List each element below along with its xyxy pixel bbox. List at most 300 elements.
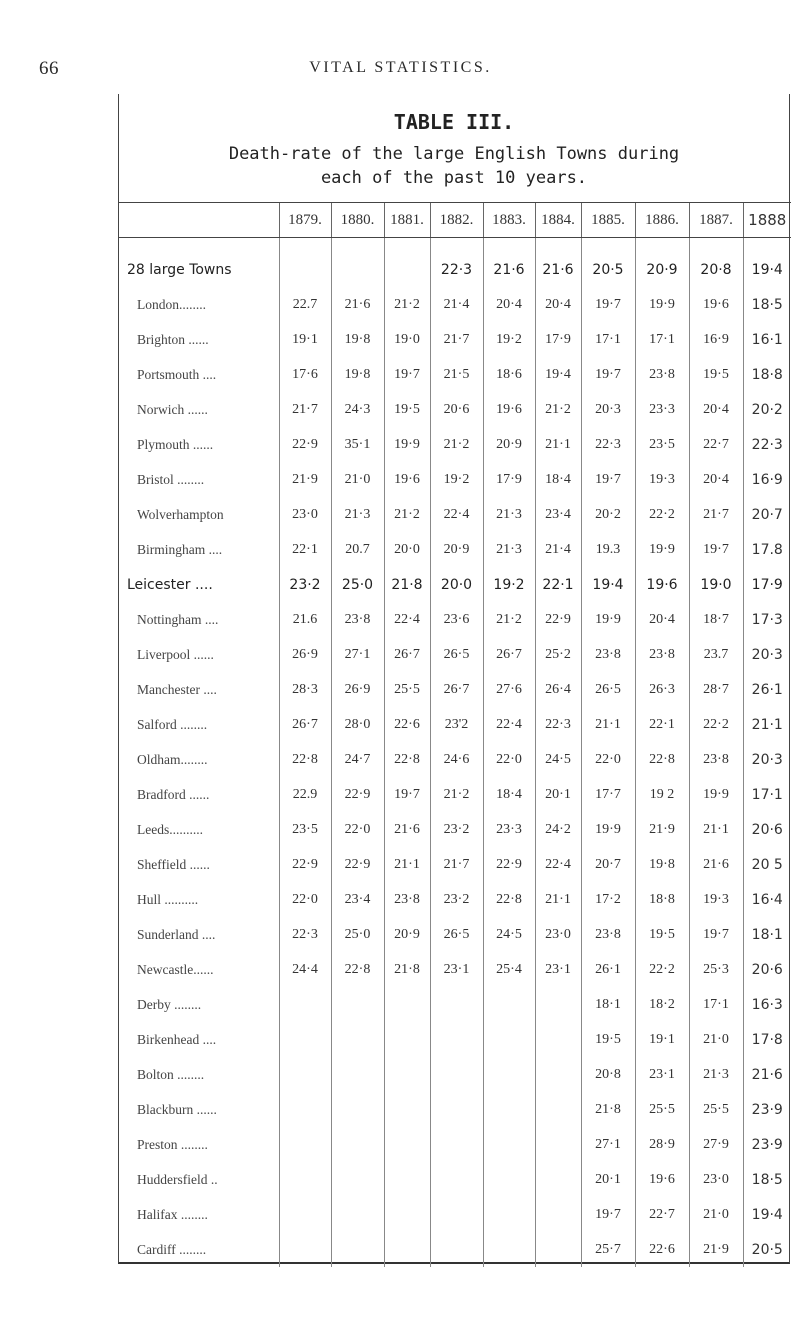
rate-cell: 22·3	[581, 427, 635, 462]
rate-cell: 18·1	[581, 987, 635, 1022]
rate-cell: 20·9	[483, 427, 535, 462]
rate-cell: 25·5	[384, 672, 430, 707]
rate-cell: 23·2	[430, 882, 483, 917]
rate-cell: 19·7	[581, 287, 635, 322]
rate-cell: 17·1	[635, 322, 689, 357]
rate-cell: 19·4	[535, 357, 581, 392]
rate-cell: 19·6	[384, 462, 430, 497]
town-name: Nottingham ....	[137, 611, 219, 627]
town-name: Leicester ....	[127, 576, 213, 593]
table-row	[119, 777, 791, 812]
rate-cell: 19·7	[581, 462, 635, 497]
rate-cell: 26·7	[279, 707, 331, 742]
year-header: 1879.	[279, 203, 331, 238]
table-row	[119, 1127, 791, 1162]
rate-cell: 18·5	[743, 287, 791, 322]
rate-cell: 21·2	[430, 777, 483, 812]
rate-cell	[430, 1092, 483, 1127]
rate-cell: 17·8	[743, 1022, 791, 1057]
rate-cell: 18·8	[635, 882, 689, 917]
rate-cell: 22·3	[535, 707, 581, 742]
rate-cell: 19·2	[430, 462, 483, 497]
rate-cell	[430, 1057, 483, 1092]
rate-cell: 21·0	[689, 1197, 743, 1232]
rate-cell: 19·1	[635, 1022, 689, 1057]
rate-cell	[535, 1197, 581, 1232]
rate-cell: 27·1	[581, 1127, 635, 1162]
rate-cell	[483, 1057, 535, 1092]
rate-cell	[331, 238, 384, 288]
rate-cell: 19·0	[384, 322, 430, 357]
rate-cell: 21·7	[430, 322, 483, 357]
table-row	[119, 602, 791, 637]
rate-cell: 19·0	[689, 567, 743, 602]
rate-cell	[279, 987, 331, 1022]
rate-cell: 22·0	[581, 742, 635, 777]
town-name: Bradford ......	[137, 786, 210, 802]
rate-cell	[535, 1162, 581, 1197]
rate-cell: 19·8	[331, 322, 384, 357]
town-name: Liverpool ......	[137, 646, 214, 662]
table-row	[119, 392, 791, 427]
rate-cell: 21·1	[535, 427, 581, 462]
rate-cell: 21·6	[689, 847, 743, 882]
rate-cell	[483, 1197, 535, 1232]
rate-cell: 20·4	[635, 602, 689, 637]
rate-cell: 21·3	[483, 497, 535, 532]
rate-cell: 23·8	[635, 637, 689, 672]
rate-cell: 22·1	[535, 567, 581, 602]
death-rate-table	[119, 202, 791, 1267]
town-name: Plymouth ......	[137, 436, 214, 452]
year-header-row	[119, 203, 791, 238]
rate-cell: 20·0	[430, 567, 483, 602]
rate-cell: 22·2	[689, 707, 743, 742]
rate-cell: 20·7	[581, 847, 635, 882]
rate-cell: 22·3	[430, 238, 483, 288]
running-title: VITAL STATISTICS.	[309, 59, 492, 76]
rate-cell: 24·6	[430, 742, 483, 777]
rate-cell	[430, 1127, 483, 1162]
year-header: 1888	[743, 203, 791, 238]
rate-cell: 26·9	[331, 672, 384, 707]
rate-cell: 20·0	[384, 532, 430, 567]
rate-cell: 21·1	[689, 812, 743, 847]
rate-cell	[331, 1057, 384, 1092]
rate-cell: 20·4	[535, 287, 581, 322]
rate-cell	[535, 1092, 581, 1127]
rate-cell: 17·2	[581, 882, 635, 917]
rate-cell: 23·3	[483, 812, 535, 847]
rate-cell	[483, 1022, 535, 1057]
rate-cell	[430, 987, 483, 1022]
rate-cell: 20·7	[743, 497, 791, 532]
table-row	[119, 672, 791, 707]
town-name: 28 large Towns	[127, 261, 232, 278]
rate-cell	[331, 1092, 384, 1127]
rate-cell: 19·7	[581, 357, 635, 392]
rate-cell: 24·5	[535, 742, 581, 777]
rate-cell: 20·9	[384, 917, 430, 952]
rate-cell: 20·3	[743, 637, 791, 672]
rate-cell	[384, 1162, 430, 1197]
rate-cell: 23·5	[279, 812, 331, 847]
rate-cell	[483, 1162, 535, 1197]
rate-cell: 19·5	[384, 392, 430, 427]
rate-cell: 16·9	[743, 462, 791, 497]
rate-cell: 23.7	[689, 637, 743, 672]
rate-cell: 27·6	[483, 672, 535, 707]
rate-cell: 20·9	[430, 532, 483, 567]
rate-cell	[384, 987, 430, 1022]
table-row	[119, 952, 791, 987]
rate-cell: 26·5	[430, 917, 483, 952]
rate-cell: 20·3	[581, 392, 635, 427]
rate-cell	[535, 1127, 581, 1162]
rate-cell: 28·0	[331, 707, 384, 742]
year-header: 1884.	[535, 203, 581, 238]
rate-cell	[279, 1127, 331, 1162]
rate-cell: 26·9	[279, 637, 331, 672]
rate-cell: 17·7	[581, 777, 635, 812]
rate-cell	[430, 1197, 483, 1232]
rate-cell: 24·4	[279, 952, 331, 987]
rate-cell: 20·4	[483, 287, 535, 322]
year-header: 1880.	[331, 203, 384, 238]
table-row	[119, 287, 791, 322]
rate-cell: 28·9	[635, 1127, 689, 1162]
town-name: Preston ........	[137, 1136, 208, 1152]
rate-cell: 16·4	[743, 882, 791, 917]
rate-cell	[384, 1127, 430, 1162]
rate-cell: 19·6	[689, 287, 743, 322]
rate-cell: 20·4	[689, 392, 743, 427]
rate-cell: 19.3	[581, 532, 635, 567]
rate-cell: 20·4	[689, 462, 743, 497]
rate-cell: 22.7	[279, 287, 331, 322]
town-name: Derby ........	[137, 996, 202, 1012]
rate-cell	[483, 987, 535, 1022]
town-name: Oldham........	[137, 751, 208, 767]
rate-cell: 20·5	[581, 238, 635, 288]
rate-cell	[384, 1057, 430, 1092]
rate-cell: 26·7	[384, 637, 430, 672]
rate-cell: 23·4	[535, 497, 581, 532]
rate-cell: 21·0	[331, 462, 384, 497]
rate-cell: 22.9	[279, 777, 331, 812]
town-name: London........	[137, 296, 206, 312]
rate-cell	[483, 1127, 535, 1162]
rate-cell: 17·1	[689, 987, 743, 1022]
rate-cell: 19·6	[635, 1162, 689, 1197]
table-row	[119, 462, 791, 497]
rate-cell: 20·3	[743, 742, 791, 777]
table-row	[119, 497, 791, 532]
rate-cell: 21·2	[535, 392, 581, 427]
table-row	[119, 532, 791, 567]
rate-cell: 22·6	[384, 707, 430, 742]
year-header: 1887.	[689, 203, 743, 238]
rate-cell: 26·5	[581, 672, 635, 707]
town-name: Sunderland ....	[137, 926, 216, 942]
rate-cell: 17·3	[743, 602, 791, 637]
page-number: 66	[39, 58, 59, 79]
rate-cell: 19·7	[384, 357, 430, 392]
rate-cell: 19·1	[279, 322, 331, 357]
rate-cell	[279, 1092, 331, 1127]
rate-cell: 19·4	[743, 1197, 791, 1232]
rate-cell	[483, 1232, 535, 1267]
table-row	[119, 1162, 791, 1197]
rate-cell: 18·4	[483, 777, 535, 812]
rate-cell: 26·7	[483, 637, 535, 672]
rate-cell: 21·9	[635, 812, 689, 847]
rate-cell: 16·1	[743, 322, 791, 357]
rate-cell: 22·7	[635, 1197, 689, 1232]
rate-cell: 35·1	[331, 427, 384, 462]
table-row	[119, 427, 791, 462]
rate-cell: 22·1	[635, 707, 689, 742]
town-name: Blackburn ......	[137, 1101, 217, 1117]
rate-cell: 21·7	[689, 497, 743, 532]
table-row	[119, 1022, 791, 1057]
rate-cell: 19·2	[483, 322, 535, 357]
rate-cell: 22·8	[635, 742, 689, 777]
rate-cell	[384, 1092, 430, 1127]
rate-cell: 16·9	[689, 322, 743, 357]
table-row	[119, 917, 791, 952]
rate-cell: 21·2	[483, 602, 535, 637]
rate-cell: 23·8	[635, 357, 689, 392]
rate-cell: 22·1	[279, 532, 331, 567]
rate-cell: 18·7	[689, 602, 743, 637]
table-row	[119, 637, 791, 672]
rate-cell: 25·0	[331, 567, 384, 602]
rate-cell: 23·3	[635, 392, 689, 427]
rate-cell: 21·8	[581, 1092, 635, 1127]
rate-cell: 25·4	[483, 952, 535, 987]
rate-cell: 26·5	[430, 637, 483, 672]
rate-cell	[430, 1232, 483, 1267]
rate-cell: 19·5	[581, 1022, 635, 1057]
rate-cell: 19·5	[635, 917, 689, 952]
rate-cell	[279, 1022, 331, 1057]
rate-cell: 25·0	[331, 917, 384, 952]
rate-cell: 20·2	[581, 497, 635, 532]
rate-cell: 23·2	[430, 812, 483, 847]
rate-cell	[535, 1057, 581, 1092]
rate-cell	[535, 1232, 581, 1267]
rate-cell	[331, 987, 384, 1022]
rate-cell: 18·8	[743, 357, 791, 392]
rate-cell	[384, 238, 430, 288]
town-name: Brighton ......	[137, 331, 209, 347]
year-header: 1886.	[635, 203, 689, 238]
rate-cell: 21·3	[689, 1057, 743, 1092]
rate-cell: 21·6	[331, 287, 384, 322]
rate-cell: 22·2	[635, 952, 689, 987]
rate-cell: 17·9	[743, 567, 791, 602]
rate-cell: 23·8	[384, 882, 430, 917]
rate-cell: 22·0	[331, 812, 384, 847]
rate-cell: 23·8	[331, 602, 384, 637]
table-row	[119, 1092, 791, 1127]
rate-cell	[430, 1162, 483, 1197]
rate-cell: 21·6	[535, 238, 581, 288]
rate-cell: 19·9	[635, 532, 689, 567]
rate-cell: 21·1	[535, 882, 581, 917]
rate-cell: 23·0	[279, 497, 331, 532]
rate-cell: 17·1	[581, 322, 635, 357]
rate-cell: 17.8	[743, 532, 791, 567]
rate-cell: 20·1	[581, 1162, 635, 1197]
table-row	[119, 567, 791, 602]
rate-cell: 25·5	[689, 1092, 743, 1127]
rate-cell: 23·8	[689, 742, 743, 777]
town-name: Cardiff ........	[137, 1241, 207, 1257]
year-header: 1885.	[581, 203, 635, 238]
town-name: Sheffield ......	[137, 856, 210, 872]
rate-cell: 21·1	[581, 707, 635, 742]
rate-cell: 23'2	[430, 707, 483, 742]
rate-cell: 19·9	[384, 427, 430, 462]
rate-cell: 19·7	[689, 532, 743, 567]
table-row	[119, 742, 791, 777]
town-name: Portsmouth ....	[137, 366, 217, 382]
rate-cell: 19·4	[581, 567, 635, 602]
rate-cell: 21·1	[743, 707, 791, 742]
rate-cell: 19 2	[635, 777, 689, 812]
rate-cell	[430, 1022, 483, 1057]
table-subtitle	[118, 142, 790, 190]
rate-cell: 23·5	[635, 427, 689, 462]
rate-cell: 26·3	[635, 672, 689, 707]
rate-cell: 19·5	[689, 357, 743, 392]
rate-cell: 20·6	[430, 392, 483, 427]
header-corner	[119, 203, 279, 238]
rate-cell: 23·1	[535, 952, 581, 987]
rate-cell: 21·1	[384, 847, 430, 882]
rate-cell	[331, 1232, 384, 1267]
rate-cell: 22·4	[483, 707, 535, 742]
rate-cell	[331, 1022, 384, 1057]
rate-cell: 21·3	[483, 532, 535, 567]
town-name: Birkenhead ....	[137, 1031, 217, 1047]
rate-cell: 23·2	[279, 567, 331, 602]
rate-cell: 19·9	[581, 812, 635, 847]
rate-cell: 22·9	[483, 847, 535, 882]
table-row	[119, 847, 791, 882]
table-row	[119, 1197, 791, 1232]
rate-cell: 21·2	[430, 427, 483, 462]
rate-cell: 24·5	[483, 917, 535, 952]
rate-cell: 25·7	[581, 1232, 635, 1267]
town-name: Birmingham ....	[137, 541, 223, 557]
rate-cell: 19·4	[743, 238, 791, 288]
rate-cell: 21·3	[331, 497, 384, 532]
rate-cell: 22·4	[430, 497, 483, 532]
rate-cell: 20.7	[331, 532, 384, 567]
table-row	[119, 882, 791, 917]
rate-cell: 24·2	[535, 812, 581, 847]
rate-cell: 22·9	[331, 777, 384, 812]
rate-cell: 22·7	[689, 427, 743, 462]
rate-cell: 21·6	[384, 812, 430, 847]
rate-cell	[535, 987, 581, 1022]
running-head	[0, 52, 801, 82]
rate-cell: 21·7	[279, 392, 331, 427]
rate-cell: 26·1	[581, 952, 635, 987]
town-name: Newcastle......	[137, 961, 214, 977]
rate-cell: 19·3	[689, 882, 743, 917]
rate-cell: 21·7	[430, 847, 483, 882]
rate-cell: 20·5	[743, 1232, 791, 1267]
rate-cell: 18·1	[743, 917, 791, 952]
rate-cell: 20·8	[689, 238, 743, 288]
rate-cell: 18·4	[535, 462, 581, 497]
rate-cell	[331, 1197, 384, 1232]
rate-cell: 21·6	[743, 1057, 791, 1092]
table-row	[119, 707, 791, 742]
rate-cell: 23·9	[743, 1092, 791, 1127]
rate-cell: 22·4	[384, 602, 430, 637]
table-row	[119, 1057, 791, 1092]
rate-cell: 23·4	[331, 882, 384, 917]
rate-cell: 24·7	[331, 742, 384, 777]
rate-cell: 21·5	[430, 357, 483, 392]
rate-cell: 20·8	[581, 1057, 635, 1092]
table-row	[119, 1232, 791, 1267]
rate-cell: 22·9	[535, 602, 581, 637]
rate-cell: 21·2	[384, 497, 430, 532]
rate-cell: 20·2	[743, 392, 791, 427]
rate-cell: 19·2	[483, 567, 535, 602]
rate-cell: 17·6	[279, 357, 331, 392]
rate-cell: 23·1	[430, 952, 483, 987]
rate-cell: 18·2	[635, 987, 689, 1022]
rate-cell	[279, 238, 331, 288]
rate-cell: 19·9	[635, 287, 689, 322]
rate-cell: 23·0	[535, 917, 581, 952]
rate-cell: 20 5	[743, 847, 791, 882]
table-title: TABLE III.	[393, 110, 515, 134]
town-name: Wolverhampton	[137, 506, 224, 522]
town-name: Manchester ....	[137, 681, 217, 697]
town-name: Halifax ........	[137, 1206, 208, 1222]
rate-cell: 22·9	[279, 847, 331, 882]
year-header: 1882.	[430, 203, 483, 238]
rate-cell: 20·1	[535, 777, 581, 812]
rate-cell: 28·3	[279, 672, 331, 707]
rate-cell: 25·3	[689, 952, 743, 987]
rate-cell: 22·8	[279, 742, 331, 777]
town-name: Bristol ........	[137, 471, 205, 487]
town-name: Norwich ......	[137, 401, 208, 417]
rate-cell: 28·7	[689, 672, 743, 707]
rate-cell: 22·0	[279, 882, 331, 917]
rate-cell	[279, 1162, 331, 1197]
town-name: Hull ..........	[137, 891, 199, 907]
rate-cell: 23·1	[635, 1057, 689, 1092]
rate-cell: 22·4	[535, 847, 581, 882]
rate-cell: 16·3	[743, 987, 791, 1022]
rate-cell	[331, 1127, 384, 1162]
rate-cell	[483, 1092, 535, 1127]
table-subtitle-line-2: each of the past 10 years.	[320, 168, 588, 188]
rate-cell	[279, 1197, 331, 1232]
rate-cell: 21·2	[384, 287, 430, 322]
rate-cell: 22·8	[483, 882, 535, 917]
